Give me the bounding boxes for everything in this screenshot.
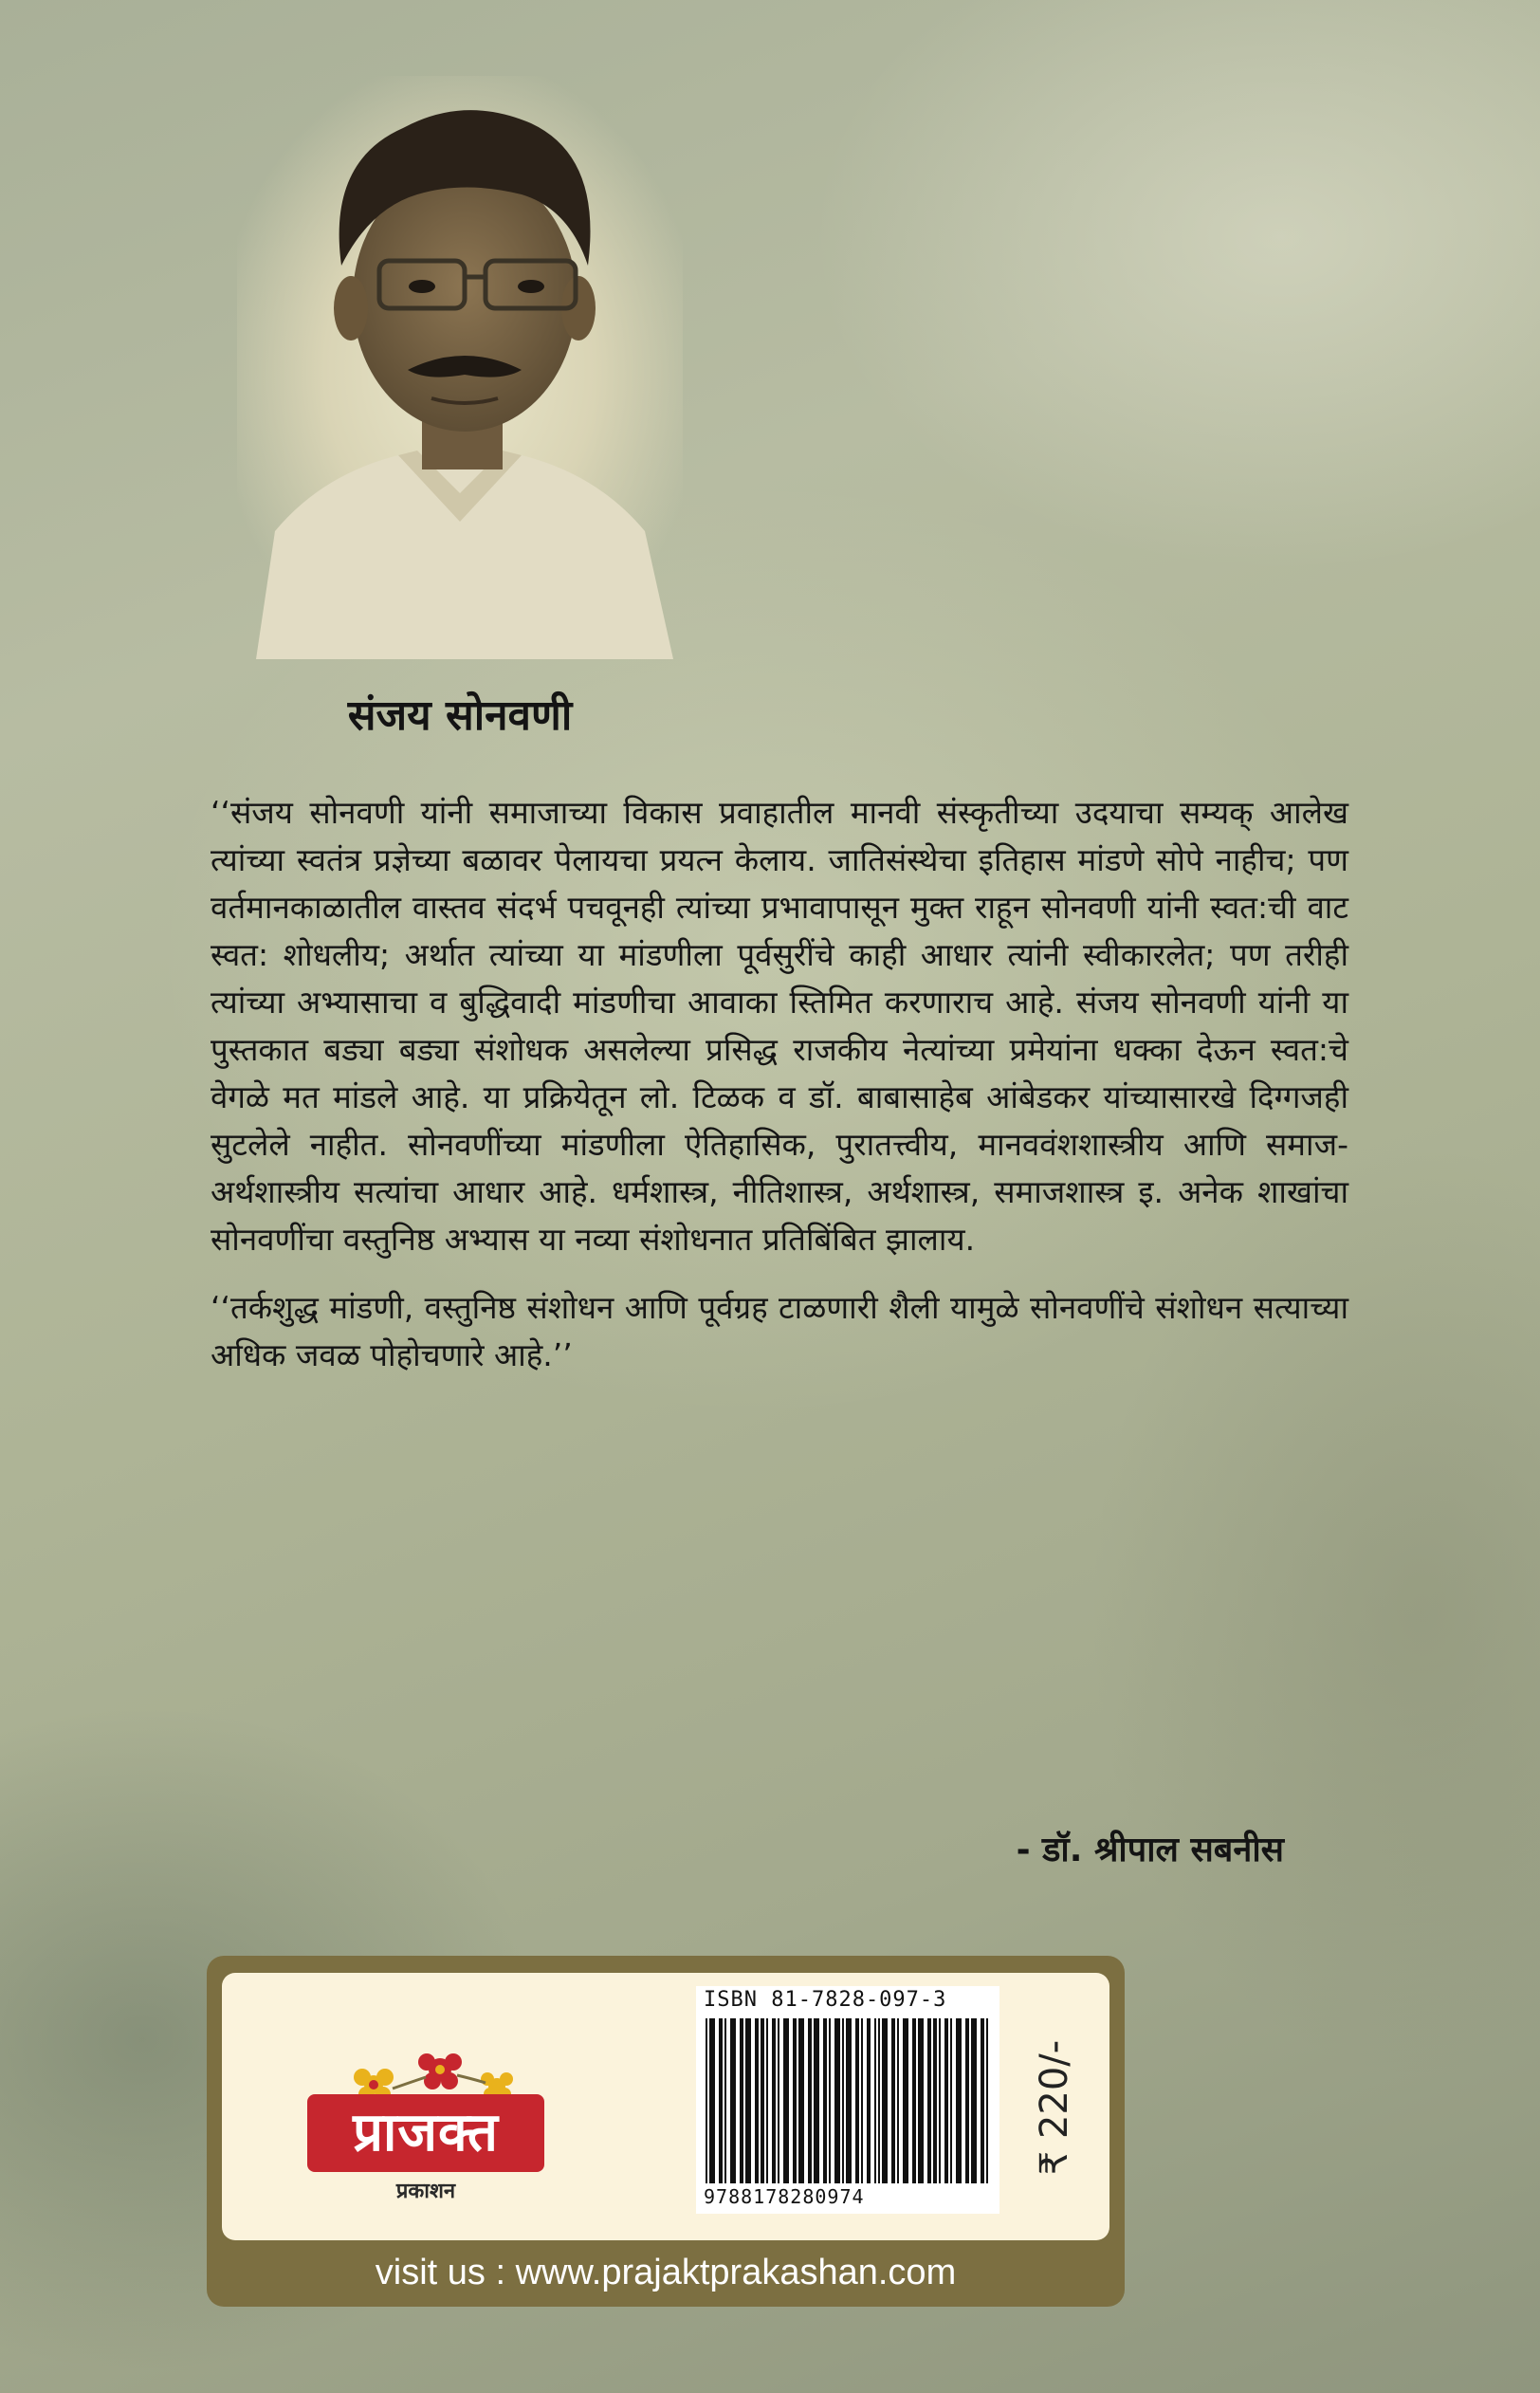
author-portrait	[237, 76, 683, 659]
barcode-number: 9788178280974	[704, 2185, 865, 2208]
barcode-bar	[956, 2018, 962, 2183]
barcode-bar	[867, 2018, 871, 2183]
barcode-bar	[793, 2018, 797, 2183]
blurb	[211, 789, 1348, 1379]
barcode-bar	[981, 2018, 984, 2183]
barcode-bar	[944, 2018, 948, 2183]
blurb-signature: - डॉ. श्रीपाल सबनीस	[1016, 1831, 1284, 1869]
barcode-bar	[745, 2018, 751, 2183]
barcode-bar	[882, 2018, 888, 2183]
isbn-label: ISBN 81-7828-097-3	[704, 1988, 947, 2012]
barcode-bar	[878, 2018, 880, 2183]
barcode-bar	[706, 2018, 707, 2183]
barcode-bar	[971, 2018, 977, 2183]
barcode-bar	[798, 2018, 804, 2183]
barcode-bar	[778, 2018, 779, 2183]
barcode-bar	[927, 2018, 931, 2183]
publisher-panel	[222, 1973, 1109, 2240]
barcode-bar	[903, 2018, 908, 2183]
publisher-band	[207, 1956, 1125, 2307]
barcode-bar	[861, 2018, 863, 2183]
author-name: संजय सोनवणी	[347, 691, 573, 740]
barcode-bar	[829, 2018, 831, 2183]
barcode-bar	[730, 2018, 736, 2183]
barcode-bar	[724, 2018, 726, 2183]
barcode-bar	[986, 2018, 988, 2183]
barcode-bar	[761, 2018, 764, 2183]
barcode-bar	[719, 2018, 723, 2183]
barcode-bar	[855, 2018, 859, 2183]
barcode-bar	[939, 2018, 941, 2183]
barcode-bars	[704, 2018, 992, 2183]
author-photo	[237, 76, 683, 659]
barcode-bar	[740, 2018, 743, 2183]
barcode-bar	[897, 2018, 899, 2183]
barcode-bar	[823, 2018, 827, 2183]
barcode-bar	[933, 2018, 937, 2183]
isbn-barcode	[696, 1986, 999, 2214]
barcode-bar	[912, 2018, 916, 2183]
blurb-paragraph-2: ‘‘तर्कशुद्ध मांडणी, वस्तुनिष्ठ संशोधन आणि पूर्वग्रह टाळणारी शैली यामुळे सोनवणींचे संशोधन सत्याच्या अधिक जवळ पोहोचणारे आहे.’’	[211, 1289, 1348, 1373]
barcode-bar	[755, 2018, 759, 2183]
barcode-bar	[808, 2018, 812, 2183]
publisher-logo-text: प्राजक्त	[307, 2094, 544, 2172]
price-label: ₹ 220/-	[1033, 2039, 1076, 2176]
barcode-bar	[834, 2018, 840, 2183]
barcode-bar	[874, 2018, 876, 2183]
publisher-website: visit us : www.prajaktprakashan.com	[375, 2253, 957, 2292]
barcode-bar	[918, 2018, 924, 2183]
barcode-bar	[709, 2018, 715, 2183]
barcode-bar	[772, 2018, 776, 2183]
barcode-bar	[842, 2018, 844, 2183]
publisher-logo	[307, 2049, 544, 2205]
blurb-paragraph-1: ‘‘संजय सोनवणी यांनी समाजाच्या विकास प्रवाहातील मानवी संस्कृतीच्या उदयाचा सम्यक् आलेख त्यांच्या स्वतंत्र प्रज्ञेच्या बळावर पेलायचा प्रयत्न केलाय. जातिसंस्थेचा इतिहास मांडणे सोपे नाहीच; पण वर्तमानकाळातील वास्तव संदर्भ पचवूनही त्यांच्या प्रभावापासून मुक्त राहून सोनवणी यांनी स्वत:ची वाट स्वत: शोधलीय; अर्थात त्यांच्या या मांडणीला पूर्वसुरींचे काही आधार त्यांनी स्वीकारलेत; पण तरीही त्यांच्या अभ्यासाचा व बुद्धिवादी मांडणीचा आवाका स्तिमित करणाराच आहे. संजय सोनवणी यांनी या पुस्तकात बड्या बड्या संशोधक असलेल्या प्रसिद्ध राजकीय नेत्यांच्या प्रमेयांना धक्का देऊन स्वत:चे वेगळे मत मांडले आहे. या प्रक्रियेतून लो. टिळक व डॉ. बाबासाहेब आंबेडकर यांच्यासारखे दिग्गजही सुटलेले नाहीत. सोनवणींच्या मांडणीला ऐतिहासिक, पुरातत्त्वीय, मानववंशशास्त्रीय आणि समाज-अर्थशास्त्रीय सत्यांचा आधार आहे. धर्मशास्त्र, नीतिशास्त्र, अर्थशास्त्र, समाजशास्त्र इ. अनेक शाखांचा सोनवणींचा वस्तुनिष्ठ अभ्यास या नव्या संशोधनात प्रतिबिंबित झालाय.	[211, 794, 1348, 1258]
barcode-bar	[766, 2018, 768, 2183]
barcode-bar	[846, 2018, 852, 2183]
barcode-bar	[950, 2018, 952, 2183]
barcode-bar	[814, 2018, 819, 2183]
barcode-bar	[783, 2018, 789, 2183]
barcode-bar	[965, 2018, 969, 2183]
barcode-bar	[891, 2018, 895, 2183]
publisher-logo-subtext: प्रकाशन	[395, 2180, 456, 2203]
